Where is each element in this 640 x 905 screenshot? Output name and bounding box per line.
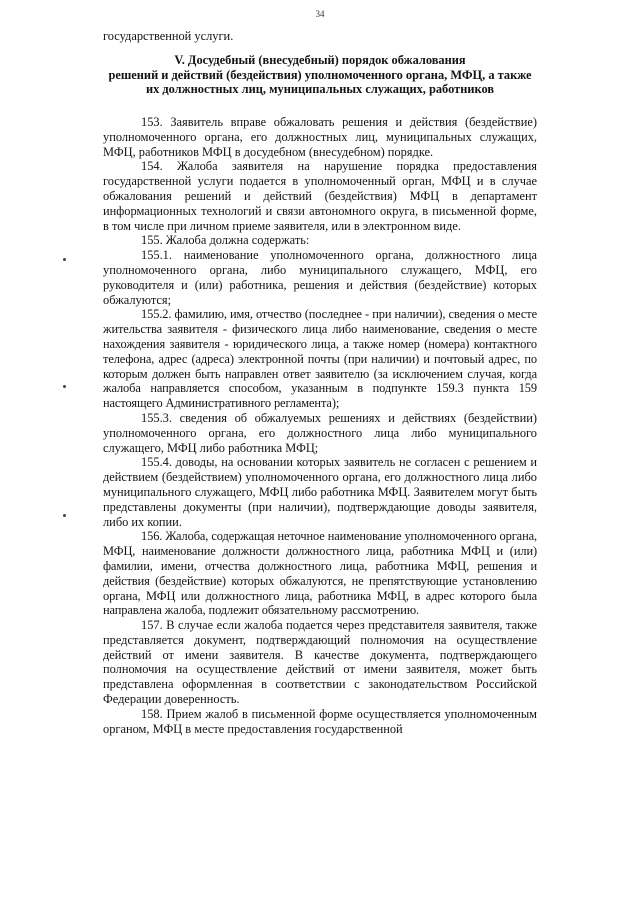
- section-heading-line-3: их должностных лиц, муниципальных служащих, работников: [145, 82, 495, 97]
- paragraph-155-2: 155.2. фамилию, имя, отчество (последнее - при наличии), сведения о месте жительства заявителя - физического лица либо наименование, сведения о месте нахождения заявителя - юридического лица, а также номер (номера) контактного телефона, адрес (адреса) электронной почты (при наличии) и почтовый адрес, по которым должен быть направлен ответ заявителю (за исключением случая, когда жалоба направляется способом, указанным в подпункте 159.3 пункта 159 настоящего Административного регламента);: [103, 307, 537, 411]
- paragraph-155-4: 155.4. доводы, на основании которых заявитель не согласен с решением и действием (бездействием) уполномоченного органа, его должностного лица либо муниципального служащего, МФЦ либо работника МФЦ. Заявителем могут быть представлены документы (при наличии), подтверждающие доводы заявителя, либо их копии.: [103, 455, 537, 529]
- paragraph-155: 155. Жалоба должна содержать:: [141, 233, 310, 248]
- continuation-line: государственной услуги.: [103, 29, 234, 43]
- margin-dot-mark: [63, 258, 66, 261]
- margin-dot-mark: [63, 385, 66, 388]
- paragraph-154: 154. Жалоба заявителя на нарушение порядка предоставления государственной услуги подается в уполномоченный орган, МФЦ и в случае обжалования решений и действий (бездействия) МФЦ в департамент информационных технологий и связи автономного округа, в письменной форме, в том числе при личном приеме заявителя, или в электронном виде.: [103, 159, 537, 233]
- document-body: [103, 115, 537, 736]
- section-heading-line-2: решений и действий (бездействия) уполномоченного органа, МФЦ, а также: [108, 67, 532, 82]
- paragraph-157: 157. В случае если жалоба подается через представителя заявителя, также представляется документ, подтверждающий полномочия на осуществление действий от имени заявителя. В качестве документа, подтверждающего полномочия на осуществление действий от имени заявителя, может быть представлена оформленная в соответствии с законодательством Российской Федерации доверенность.: [103, 618, 537, 707]
- page-number: 34: [315, 9, 325, 19]
- section-heading: [96, 53, 544, 97]
- paragraph-155-3: 155.3. сведения об обжалуемых решениях и действиях (бездействии) уполномоченного органа, его должностного лица либо муниципального служащего, МФЦ либо работника МФЦ;: [103, 410, 537, 455]
- paragraph-155-1: 155.1. наименование уполномоченного органа, должностного лица уполномоченного органа, либо муниципального служащего, МФЦ, его руководителя и (или) работника, решения и действия (бездействие) которых обжалуются;: [103, 248, 537, 307]
- paragraph-153: 153. Заявитель вправе обжаловать решения и действия (бездействие) уполномоченного органа, его должностных лиц, муниципальных служащих, МФЦ, работников МФЦ в досудебном (внесудебном) порядке.: [103, 115, 537, 159]
- margin-dot-mark: [63, 514, 66, 517]
- section-heading-line-1: V. Досудебный (внесудебный) порядок обжалования: [174, 53, 466, 67]
- paragraph-158: 158. Прием жалоб в письменной форме осуществляется уполномоченным органом, МФЦ в месте предоставления государственной: [103, 706, 537, 736]
- paragraph-156: 156. Жалоба, содержащая неточное наименование уполномоченного органа, МФЦ, наименование должности должностного лица, работника МФЦ и (или) фамилии, имени, отчества должностного лица, работника МФЦ, решения и действия (бездействие) которых обжалуются, не препятствующие установлению органа, МФЦ или должностного лица, работника МФЦ, в адрес которого была направлена жалоба, подлежит обязательному рассмотрению.: [103, 529, 537, 618]
